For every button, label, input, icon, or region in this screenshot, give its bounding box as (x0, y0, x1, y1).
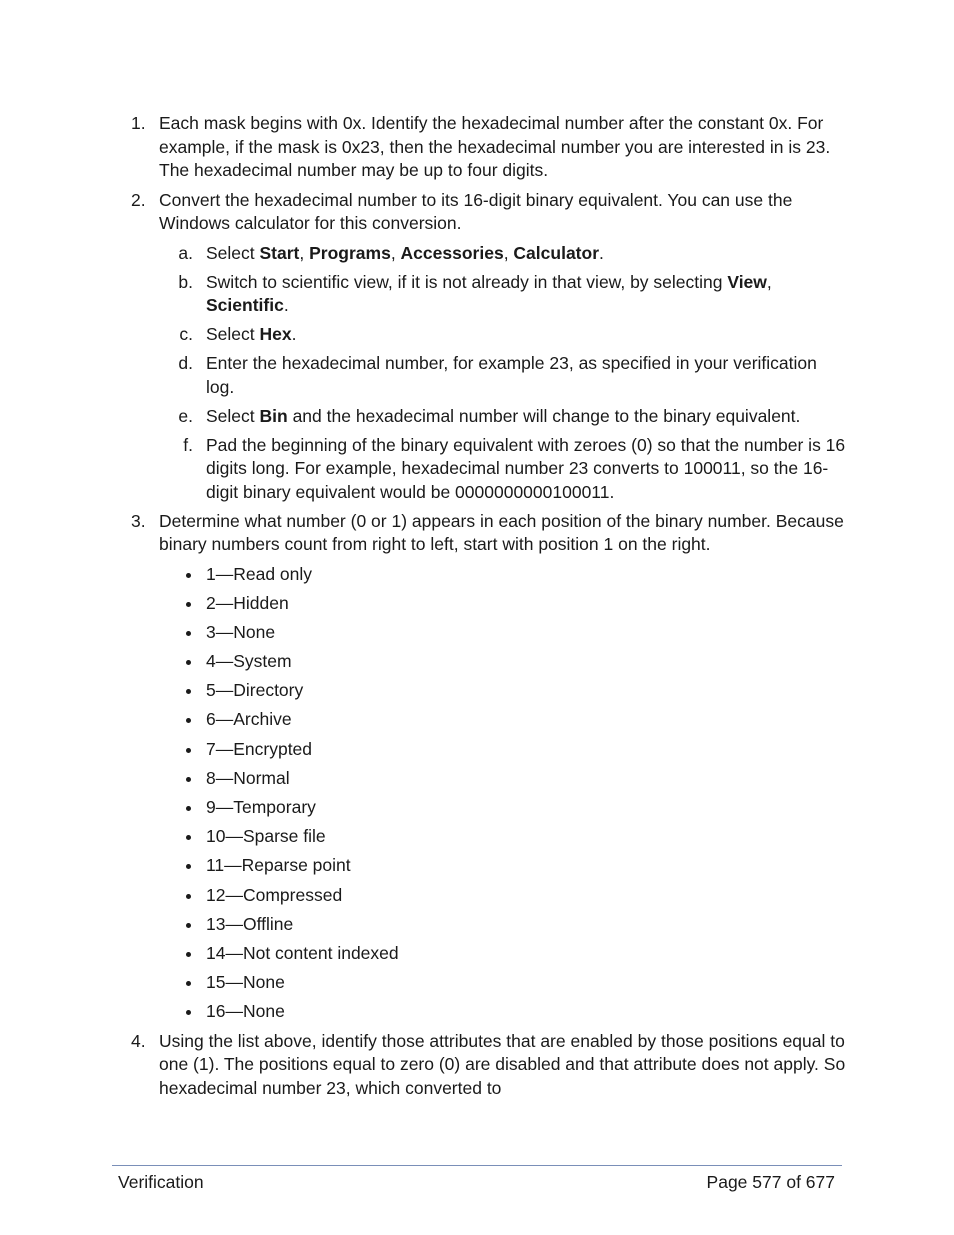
list-item-text: 4—System (206, 651, 292, 672)
footer-section-title: Verification (118, 1172, 204, 1192)
list-item (0, 796, 954, 820)
separator: , (390, 242, 401, 263)
bullet-icon (186, 864, 191, 869)
bullet-icon (186, 981, 191, 986)
menu-calculator: Calculator (513, 242, 599, 263)
list-item (0, 971, 954, 995)
list-item-text: 13—Offline (206, 913, 294, 934)
substep-text: Select (206, 242, 260, 263)
substep-f (0, 434, 954, 505)
list-item (0, 679, 954, 703)
substep-text: Select (206, 324, 260, 344)
list-item-text: 8—Normal (206, 767, 290, 788)
list-item (0, 708, 954, 732)
period: . (283, 295, 289, 315)
list-item (0, 1000, 954, 1024)
substep-letter: b. (178, 271, 193, 292)
list-item (0, 767, 954, 791)
list-item-text: 9—Temporary (206, 797, 316, 817)
step-2 (0, 189, 954, 236)
substep-e (0, 405, 954, 429)
bullet-icon (186, 602, 191, 607)
page-number: Page 577 of 677 (706, 1172, 835, 1192)
list-item-text: 10—Sparse file (206, 826, 326, 847)
separator: , (766, 271, 772, 292)
substep-text: Switch to scientific view, if it is not already in that view, by selecting (206, 271, 728, 292)
substep-letter: a. (178, 242, 193, 263)
list-item (0, 854, 954, 878)
substep-letter: e. (178, 405, 193, 426)
list-item-text: 11—Reparse point (206, 855, 351, 876)
menu-programs: Programs (309, 242, 391, 263)
substeps (0, 242, 954, 505)
list-item-text: 5—Directory (206, 680, 304, 701)
list-item (0, 738, 954, 762)
menu-start: Start (259, 242, 300, 263)
list-item (0, 592, 954, 616)
option-bin: Bin (259, 405, 288, 426)
step-text: Convert the hexadecimal number to its 16-digit binary equivalent. You can use the Windows calculator for this conversion. (159, 189, 793, 233)
substep-a (0, 242, 954, 266)
footer-divider (112, 1165, 842, 1166)
list-item-text: 7—Encrypted (206, 738, 313, 759)
step-1 (0, 112, 954, 183)
bullet-icon (186, 806, 191, 811)
list-item-text: 3—None (206, 621, 276, 642)
step-number: 4. (131, 1030, 146, 1051)
step-text: Each mask begins with 0x. Identify the hexadecimal number after the constant 0x. For example, if the mask is 0x23, then the hexadecimal number you are interested in is 23. The hexadecimal number may be up to four digits. (159, 113, 831, 180)
substep-d (0, 352, 954, 399)
separator: , (299, 242, 310, 263)
bullet-icon (186, 573, 191, 578)
step-text: Determine what number (0 or 1) appears in each position of the binary number. Because binary numbers count from right to left, start with position 1 on the right. (159, 510, 844, 554)
list-item-text: 12—Compressed (206, 884, 343, 905)
menu-view: View (727, 271, 767, 292)
substep-letter: d. (178, 353, 193, 373)
separator: , (503, 242, 514, 263)
document-body (0, 112, 954, 1106)
bullet-icon (186, 631, 191, 636)
substep-text: and the hexadecimal number will change to the binary equivalent. (287, 405, 801, 426)
bullet-icon (186, 835, 191, 840)
substep-text: Enter the hexadecimal number, for example 23, as specified in your verification log. (206, 353, 817, 397)
list-item (0, 884, 954, 908)
bullet-icon (186, 718, 191, 723)
bullet-icon (186, 923, 191, 928)
menu-scientific: Scientific (206, 295, 284, 315)
substep-letter: f. (183, 434, 193, 455)
step-3 (0, 510, 954, 557)
bullet-icon (186, 748, 191, 753)
bullet-icon (186, 660, 191, 665)
attribute-list (0, 563, 954, 1024)
period: . (291, 324, 297, 344)
substep-c (0, 323, 954, 347)
option-hex: Hex (259, 324, 292, 344)
substep-text: Select (206, 405, 260, 426)
step-number: 1. (131, 113, 146, 133)
bullet-icon (186, 952, 191, 957)
list-item-text: 2—Hidden (206, 592, 289, 613)
bullet-icon (186, 777, 191, 782)
list-item-text: 15—None (206, 972, 285, 993)
list-item (0, 913, 954, 937)
step-number: 2. (131, 189, 146, 210)
step-4 (0, 1030, 954, 1101)
list-item-text: 14—Not content indexed (206, 942, 399, 963)
list-item (0, 563, 954, 587)
period: . (599, 242, 604, 263)
list-item-text: 16—None (206, 1001, 285, 1022)
list-item (0, 650, 954, 674)
menu-accessories: Accessories (400, 242, 504, 263)
bullet-icon (186, 894, 191, 899)
step-number: 3. (131, 510, 146, 531)
bullet-icon (186, 1010, 191, 1015)
substep-text: Pad the beginning of the binary equivalent with zeroes (0) so that the number is 16 digits long. For example, hexadecimal number 23 converts to 100011, so the 16-digit binary equivalent would be 0000000000100011. (206, 434, 846, 502)
list-item (0, 942, 954, 966)
list-item-text: 1—Read only (206, 563, 313, 584)
substep-b (0, 271, 954, 318)
list-item (0, 825, 954, 849)
step-text: Using the list above, identify those attributes that are enabled by those positions equal to one (1). The positions equal to zero (0) are disabled and that attribute does not apply. So hexadecimal number 23, which converted to (159, 1030, 846, 1098)
bullet-icon (186, 689, 191, 694)
list-item (0, 621, 954, 645)
substep-letter: c. (179, 324, 193, 344)
list-item-text: 6—Archive (206, 709, 292, 730)
